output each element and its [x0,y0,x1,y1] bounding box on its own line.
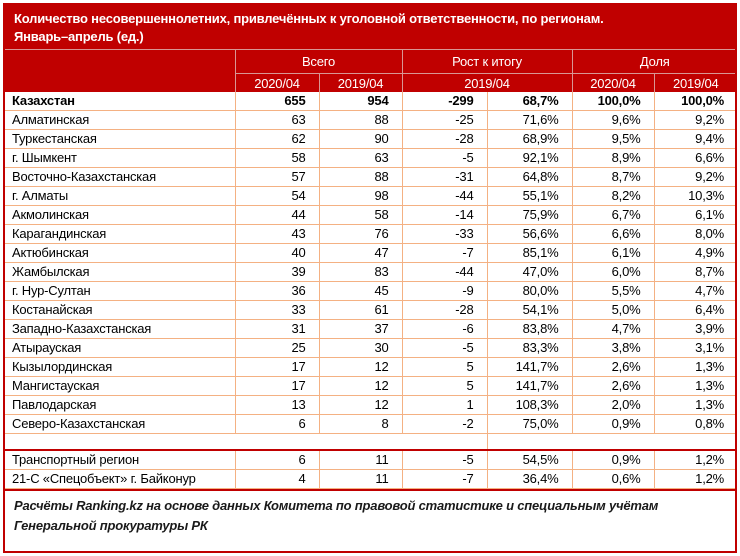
value-cell: 13 [235,396,319,415]
region-name-cell: Акмолинская [5,206,235,225]
source-note [5,489,735,551]
region-name-cell: Мангистауская [5,377,235,396]
region-name-cell: Северо-Казахстанская [5,415,235,434]
value-cell: 9,6% [572,111,654,130]
value-cell: 8,9% [572,149,654,168]
value-cell: -5 [402,450,487,470]
value-cell: -28 [402,301,487,320]
value-cell: 75,0% [487,415,572,434]
separator-cell-left [5,434,487,451]
value-cell: 6,4% [654,301,737,320]
col-group-growth: Рост к итогу [402,50,572,74]
value-cell: 75,9% [487,206,572,225]
table-row [5,206,737,225]
value-cell: 85,1% [487,244,572,263]
value-cell: 43 [235,225,319,244]
value-cell: 37 [319,320,402,339]
region-name-cell: Казахстан [5,92,235,111]
value-cell: 90 [319,130,402,149]
value-cell: 5,5% [572,282,654,301]
region-name-cell: Атырауская [5,339,235,358]
value-cell: -5 [402,339,487,358]
value-cell: 0,9% [572,450,654,470]
value-cell: 100,0% [572,92,654,111]
value-cell: 1,2% [654,470,737,489]
value-cell: 92,1% [487,149,572,168]
value-cell: -44 [402,263,487,282]
table-row [5,130,737,149]
page-title: Количество несовершеннолетних, привлечённых к уголовной ответственности, по регионам. [14,11,604,26]
value-cell: -28 [402,130,487,149]
value-cell: 6,1% [654,206,737,225]
value-cell: 6 [235,415,319,434]
value-cell: 54,1% [487,301,572,320]
region-name-cell: 21-С «Спецобъект» г. Байконур [5,470,235,489]
value-cell: 1,3% [654,396,737,415]
region-name-cell: г. Шымкент [5,149,235,168]
main-rows [5,92,737,434]
value-cell: 1,3% [654,377,737,396]
subheader-share-2020: 2020/04 [572,74,654,93]
col-group-total: Всего [235,50,402,74]
table-row [5,168,737,187]
value-cell: 9,2% [654,168,737,187]
value-cell: -9 [402,282,487,301]
table-frame [3,3,737,553]
value-cell: 0,6% [572,470,654,489]
table-row [5,282,737,301]
value-cell: 47,0% [487,263,572,282]
value-cell: 954 [319,92,402,111]
value-cell: 6,6% [654,149,737,168]
value-cell: 17 [235,358,319,377]
value-cell: 12 [319,377,402,396]
value-cell: -7 [402,470,487,489]
value-cell: 5 [402,377,487,396]
region-name-cell: Восточно-Казахстанская [5,168,235,187]
region-name-cell: Карагандинская [5,225,235,244]
value-cell: 11 [319,470,402,489]
value-cell: 0,9% [572,415,654,434]
subheader-growth-2019: 2019/04 [402,74,572,93]
value-cell: 6,6% [572,225,654,244]
title-band [5,5,735,50]
value-cell: 40 [235,244,319,263]
value-cell: 44 [235,206,319,225]
table-row [5,396,737,415]
table-row [5,415,737,434]
value-cell: 9,5% [572,130,654,149]
value-cell: 2,0% [572,396,654,415]
separator-row [5,434,737,451]
value-cell: 30 [319,339,402,358]
value-cell: 8,7% [654,263,737,282]
region-name-cell: Транспортный регион [5,450,235,470]
value-cell: -14 [402,206,487,225]
value-cell: 68,7% [487,92,572,111]
value-cell: 54 [235,187,319,206]
value-cell: 10,3% [654,187,737,206]
value-cell: -6 [402,320,487,339]
value-cell: 8,0% [654,225,737,244]
separator-section [5,434,737,451]
source-note-line2: Генеральной прокуратуры РК [14,518,208,533]
value-cell: 11 [319,450,402,470]
value-cell: 655 [235,92,319,111]
value-cell: 8 [319,415,402,434]
value-cell: 36 [235,282,319,301]
value-cell: 2,6% [572,358,654,377]
region-name-cell: Павлодарская [5,396,235,415]
header-group-row [5,50,737,74]
value-cell: 6 [235,450,319,470]
value-cell: 12 [319,358,402,377]
value-cell: 54,5% [487,450,572,470]
table-row [5,225,737,244]
value-cell: 63 [235,111,319,130]
value-cell: 108,3% [487,396,572,415]
table-row [5,377,737,396]
region-name-cell: Туркестанская [5,130,235,149]
table-header [5,50,737,92]
value-cell: 17 [235,377,319,396]
value-cell: 88 [319,168,402,187]
value-cell: 83,3% [487,339,572,358]
table-row [5,450,737,470]
value-cell: 2,6% [572,377,654,396]
value-cell: 4,7% [572,320,654,339]
regions-table [5,50,737,489]
value-cell: 8,2% [572,187,654,206]
region-column-header [5,50,235,92]
table-row [5,92,737,111]
region-name-cell: Костанайская [5,301,235,320]
value-cell: -25 [402,111,487,130]
value-cell: 57 [235,168,319,187]
value-cell: 55,1% [487,187,572,206]
value-cell: 4,9% [654,244,737,263]
value-cell: -2 [402,415,487,434]
subheader-total-2019: 2019/04 [319,74,402,93]
value-cell: 6,1% [572,244,654,263]
table-row [5,339,737,358]
region-name-cell: Жамбылская [5,263,235,282]
value-cell: 58 [319,206,402,225]
value-cell: -7 [402,244,487,263]
value-cell: 62 [235,130,319,149]
value-cell: 33 [235,301,319,320]
col-group-share: Доля [572,50,737,74]
subheader-total-2020: 2020/04 [235,74,319,93]
value-cell: 1,3% [654,358,737,377]
value-cell: 45 [319,282,402,301]
extra-rows [5,450,737,489]
value-cell: -44 [402,187,487,206]
value-cell: -31 [402,168,487,187]
value-cell: 83,8% [487,320,572,339]
value-cell: 25 [235,339,319,358]
value-cell: 61 [319,301,402,320]
table-row [5,263,737,282]
value-cell: 3,8% [572,339,654,358]
value-cell: 1 [402,396,487,415]
value-cell: 58 [235,149,319,168]
table-row [5,358,737,377]
value-cell: 3,1% [654,339,737,358]
value-cell: 31 [235,320,319,339]
value-cell: 88 [319,111,402,130]
value-cell: 9,2% [654,111,737,130]
table-row [5,111,737,130]
value-cell: 98 [319,187,402,206]
value-cell: 63 [319,149,402,168]
value-cell: 6,0% [572,263,654,282]
value-cell: 9,4% [654,130,737,149]
value-cell: 1,2% [654,450,737,470]
value-cell: 64,8% [487,168,572,187]
region-name-cell: г. Алматы [5,187,235,206]
value-cell: 8,7% [572,168,654,187]
value-cell: -299 [402,92,487,111]
value-cell: 39 [235,263,319,282]
table-row [5,470,737,489]
value-cell: 12 [319,396,402,415]
region-name-cell: г. Нур-Султан [5,282,235,301]
table-row [5,301,737,320]
value-cell: 80,0% [487,282,572,301]
separator-cell-right [487,434,737,451]
value-cell: 36,4% [487,470,572,489]
value-cell: 3,9% [654,320,737,339]
value-cell: -33 [402,225,487,244]
value-cell: 4 [235,470,319,489]
value-cell: 71,6% [487,111,572,130]
value-cell: 76 [319,225,402,244]
value-cell: 56,6% [487,225,572,244]
value-cell: 4,7% [654,282,737,301]
source-note-line1: Расчёты Ranking.kz на основе данных Комитета по правовой статистике и специальным учётам [14,498,659,513]
table-row [5,149,737,168]
table-row [5,320,737,339]
value-cell: 83 [319,263,402,282]
region-name-cell: Западно-Казахстанская [5,320,235,339]
value-cell: 100,0% [654,92,737,111]
value-cell: 141,7% [487,377,572,396]
region-name-cell: Кызылординская [5,358,235,377]
value-cell: 5 [402,358,487,377]
value-cell: 47 [319,244,402,263]
value-cell: 0,8% [654,415,737,434]
page-subtitle: Январь–апрель (ед.) [14,29,144,44]
value-cell: 5,0% [572,301,654,320]
table-row [5,187,737,206]
subheader-share-2019: 2019/04 [654,74,737,93]
region-name-cell: Алматинская [5,111,235,130]
value-cell: 68,9% [487,130,572,149]
value-cell: 141,7% [487,358,572,377]
table-row [5,244,737,263]
value-cell: -5 [402,149,487,168]
region-name-cell: Актюбинская [5,244,235,263]
value-cell: 6,7% [572,206,654,225]
